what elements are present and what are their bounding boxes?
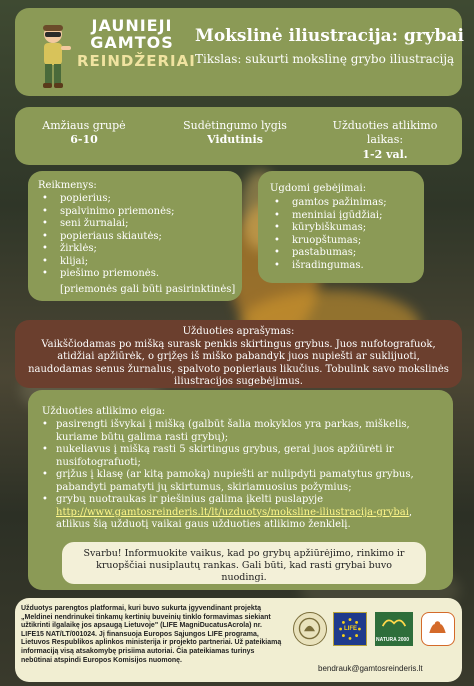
duration (315, 119, 455, 162)
steps-heading: Užduoties atlikimo eiga: (42, 406, 166, 417)
steps-panel (28, 390, 453, 590)
logo-line2: GAMTOS (90, 32, 174, 52)
logo-line1: JAUNIEJI (91, 16, 173, 35)
list-item: • piešimo priemonės. (42, 268, 175, 281)
description-panel (15, 320, 462, 388)
list-item: • meniniai įgūdžiai; (274, 210, 387, 223)
logo-text (77, 16, 196, 70)
materials-note: [priemonės gali būti pasirinktinės] (60, 284, 236, 295)
list-item: • kruopštumas; (274, 235, 387, 248)
footer-note: Užduotys parengtos platformai, kuri buvo sukurta įgyvendinant projektą „Meldinei nendrinukei tinkamų kertinių buveinių tinklo formavimas siekiant užtikrinti ilgalaikę jos apsaugą Lietuvoje" (LIFE MagniDucatusAcrola) nr. LIFE15 NAT/LT/001024. Jį finansuoja Europos Sąjungos LIFE programa, Lietuvos Respublikos aplinkos ministerija ir projekto partneriai. Už pateikiamą informaciją visą atsakomybę prisiima autoriai. Čia pateikiamas turinys nebūtinai atspindi Europos Komisijos nuomonę. (21, 605, 282, 664)
page-subtitle: Tikslas: sukurti mokslinę grybo iliustraciją (195, 52, 455, 66)
page-title: Mokslinė iliustracija: grybai (195, 26, 464, 46)
list-item: • žirklės; (42, 243, 175, 256)
list-item: • spalvinimo priemonės; (42, 206, 175, 219)
upload-link[interactable]: http://www.gamtosreinderis.lt/lt/uzduotys/mokslinе-iliustracija-grybai (56, 506, 409, 518)
difficulty-value: Vidutinis (207, 133, 263, 147)
header-panel (15, 8, 462, 96)
difficulty (165, 119, 305, 148)
partner-logos (293, 612, 458, 652)
list-item: • pastabumas; (274, 247, 387, 260)
materials-panel (28, 171, 242, 301)
list-item: • gamtos pažinimas; (274, 197, 387, 210)
footer-panel (15, 598, 462, 682)
list-item: • popierius; (42, 193, 175, 206)
step-text-after: , atlikus šią užduotį vaikai gaus užduoties atlikimo ženklelį. (56, 506, 413, 530)
steps-list (42, 419, 442, 532)
difficulty-label: Sudėtingumo lygis (183, 119, 287, 132)
list-item: • seni žurnalai; (42, 218, 175, 231)
logo-line3: REINDŽERIAI (77, 51, 196, 70)
description-heading: Užduoties aprašymas: (182, 326, 295, 337)
step-item (42, 494, 442, 532)
logo (25, 14, 196, 90)
ministry-seal-icon (293, 612, 327, 646)
step-item: • pasirengti išvykai į mišką (galbūt šalia mokyklos yra parkas, miškelis, kuriame būtų galima rasti grybų); (42, 419, 442, 444)
skills-list (274, 197, 387, 272)
ranger-kid-icon (31, 22, 81, 92)
step-item: • nukeliavus į mišką rasti 5 skirtingus grybus, gerai juos apžiūrėti ir nusifotografuoti; (42, 444, 442, 469)
list-item: • klijai; (42, 256, 175, 269)
contact-email[interactable]: bendrauk@gamtosreinderis.lt (318, 664, 423, 673)
eu-flag-icon (333, 612, 367, 646)
natura-logo-text: NATURA 2000 (376, 637, 410, 643)
age-value: 6-10 (70, 133, 98, 147)
skills-heading: Ugdomi gebėjimai: (270, 183, 367, 194)
list-item: • kūrybiškumas; (274, 222, 387, 235)
info-bar (15, 107, 462, 165)
life-logo-text: LIFE (344, 626, 357, 632)
step-text: grybų nuotraukas ir piešinius galima įkelti puslapyje (56, 494, 324, 505)
list-item: • išradingumas. (274, 260, 387, 273)
time-value: 1-2 val. (362, 147, 408, 161)
age-group (29, 119, 139, 148)
bird-logo-icon (421, 612, 455, 646)
materials-heading: Reikmenys: (38, 180, 97, 191)
list-item: • popieriaus skiautės; (42, 231, 175, 244)
age-label: Amžiaus grupė (42, 119, 126, 132)
warning-box: Svarbu! Informuokite vaikus, kad po grybų apžiūrėjimo, rinkimo ir kruopščiai nusiplautų rankas. Gali būti, kad rasti grybai buvo nuodingi. (62, 542, 426, 584)
step-item: • grįžus į klasę (ar kitą pamoką) nupiešti ar nulipdyti pamatytus grybus, pabandyti pamatyti jų skirtumus, skiriamuosius požymius; (42, 469, 442, 494)
natura-2000-logo (375, 612, 413, 646)
description-text: Vaikščiodamas po mišką surask penkis skirtingus grybus. Juos nufotografuok, atidžiai apžiūrėk, o grįžęs iš miško pabandyk juos nupiešti ar suklijuoti, naudodamas senus žurnalus, spalvoto popieriaus likučius. Tobulink savo mokslinės iliustracijos sugebėjimus. (28, 338, 449, 387)
skills-panel (258, 171, 424, 283)
time-label: Užduoties atlikimo laikas: (332, 119, 438, 147)
materials-list (42, 193, 175, 281)
